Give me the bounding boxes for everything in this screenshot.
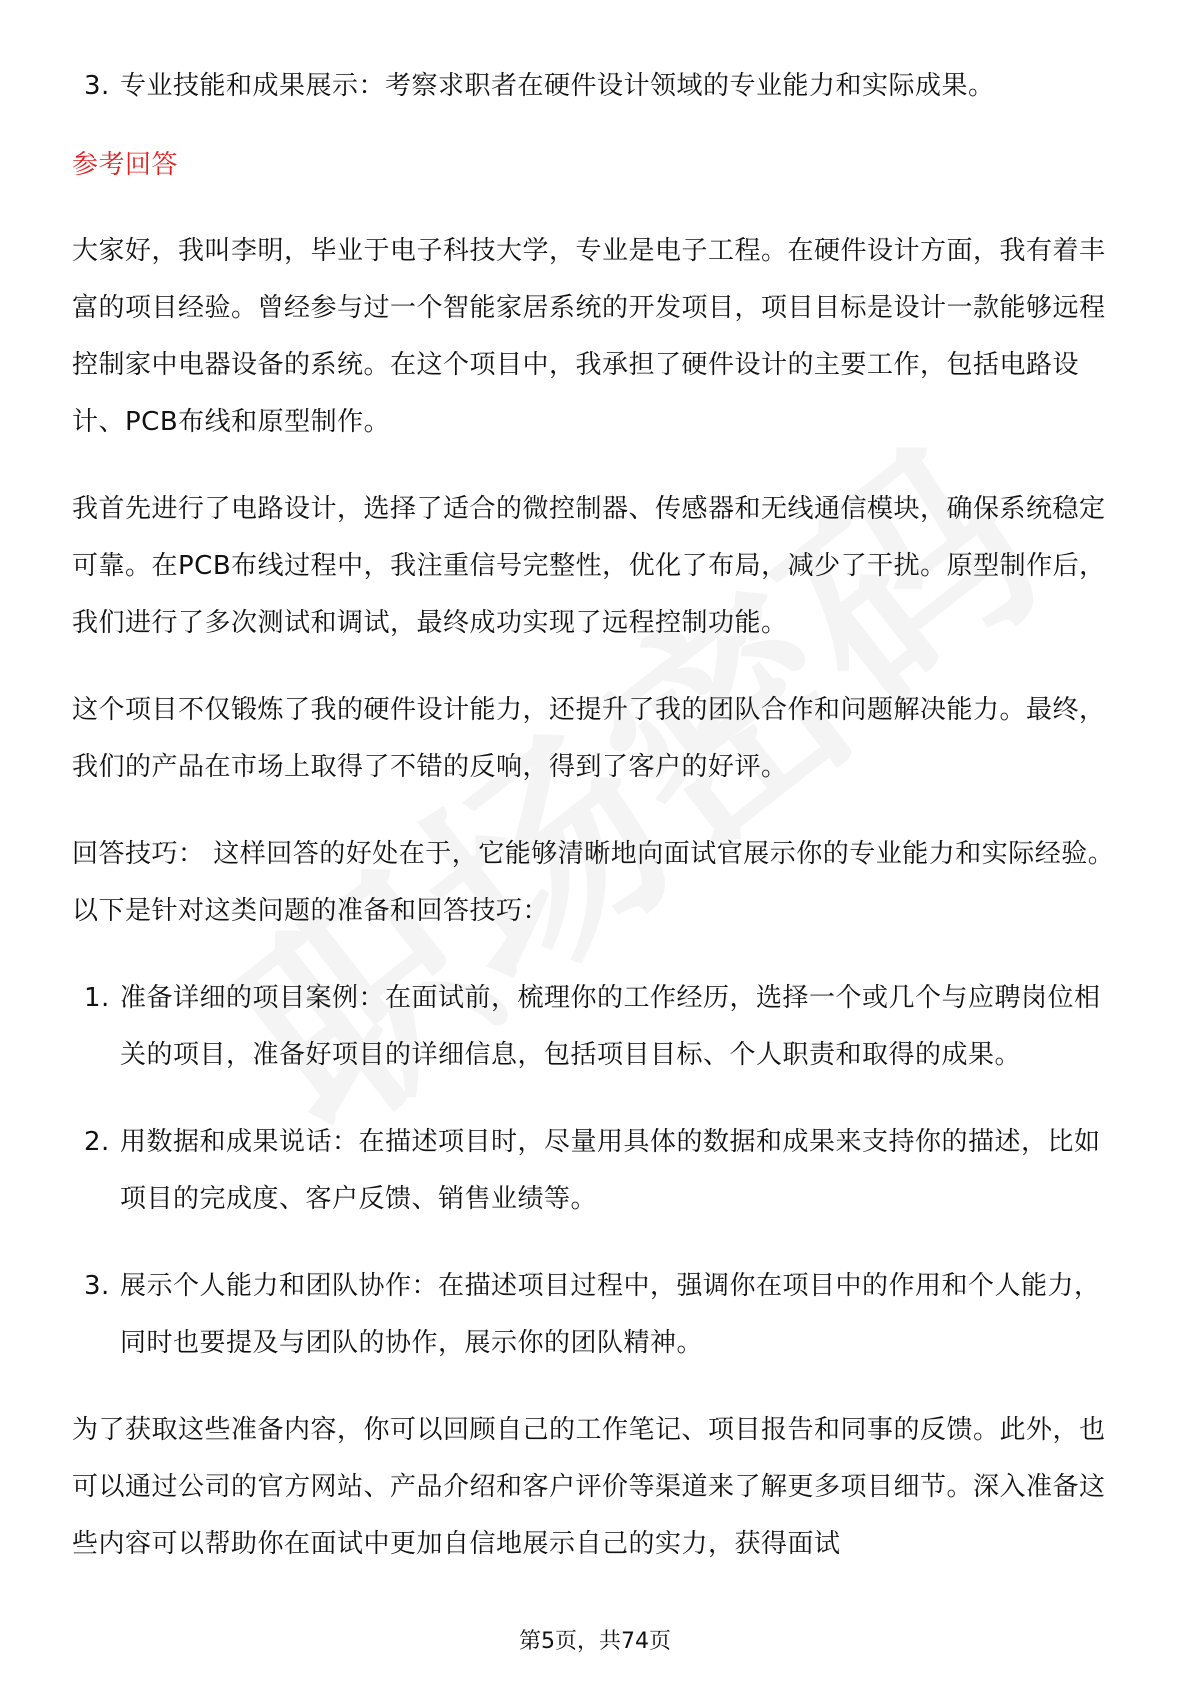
reference-answer-heading: 参考回答 (72, 150, 179, 180)
answer-tips-intro: 回答技巧： 这样回答的好处在于，它能够清晰地向面试官展示你的专业能力和实际经验。以下是针对这类问题的准备和回答技巧： (72, 839, 1115, 926)
tip-item (72, 1258, 1122, 1372)
tip-text: 准备详细的项目案例：在面试前，梳理你的工作经历，选择一个或几个与应聘岗位相关的项目，准备好项目的详细信息，包括项目目标、个人职责和取得的成果。 (120, 983, 1101, 1070)
answer-paragraph: 大家好，我叫李明，毕业于电子科技大学，专业是电子工程。在硬件设计方面，我有着丰富的项目经验。曾经参与过一个智能家居系统的开发项目，项目目标是设计一款能够远程控制家中电器设备的系统。在这个项目中，我承担了硬件设计的主要工作，包括电路设计、PCB布线和原型制作。 (72, 236, 1106, 437)
tip-item (72, 1114, 1122, 1228)
tip-item (72, 970, 1122, 1084)
list-text: 专业技能和成果展示：考察求职者在硬件设计领域的专业能力和实际成果。 (120, 71, 995, 101)
answer-paragraph: 我首先进行了电路设计，选择了适合的微控制器、传感器和无线通信模块，确保系统稳定可靠。在PCB布线过程中，我注重信号完整性，优化了布局，减少了干扰。原型制作后，我们进行了多次测试和调试，最终成功实现了远程控制功能。 (72, 494, 1106, 638)
list-item (72, 58, 1122, 115)
tip-number: 2. (84, 1127, 110, 1157)
list-number: 3. (84, 71, 110, 101)
answer-paragraph: 这个项目不仅锻炼了我的硬件设计能力，还提升了我的团队合作和问题解决能力。最终，我们的产品在市场上取得了不错的反响，得到了客户的好评。 (72, 695, 1106, 782)
tip-number: 3. (84, 1271, 110, 1301)
page-content (72, 58, 1122, 1603)
tip-number: 1. (84, 983, 110, 1013)
tip-text: 展示个人能力和团队协作：在描述项目过程中，强调你在项目中的作用和个人能力，同时也要提及与团队的协作，展示你的团队精神。 (120, 1271, 1101, 1358)
closing-paragraph: 为了获取这些准备内容，你可以回顾自己的工作笔记、项目报告和同事的反馈。此外，也可以通过公司的官方网站、产品介绍和客户评价等渠道来了解更多项目细节。深入准备这些内容可以帮助你在面试中更加自信地展示自己的实力，获得面试 (72, 1415, 1106, 1559)
page-number-footer: 第5页，共74页 (519, 1629, 671, 1654)
tip-text: 用数据和成果说话：在描述项目时，尽量用具体的数据和成果来支持你的描述，比如项目的完成度、客户反馈、销售业绩等。 (120, 1127, 1101, 1214)
